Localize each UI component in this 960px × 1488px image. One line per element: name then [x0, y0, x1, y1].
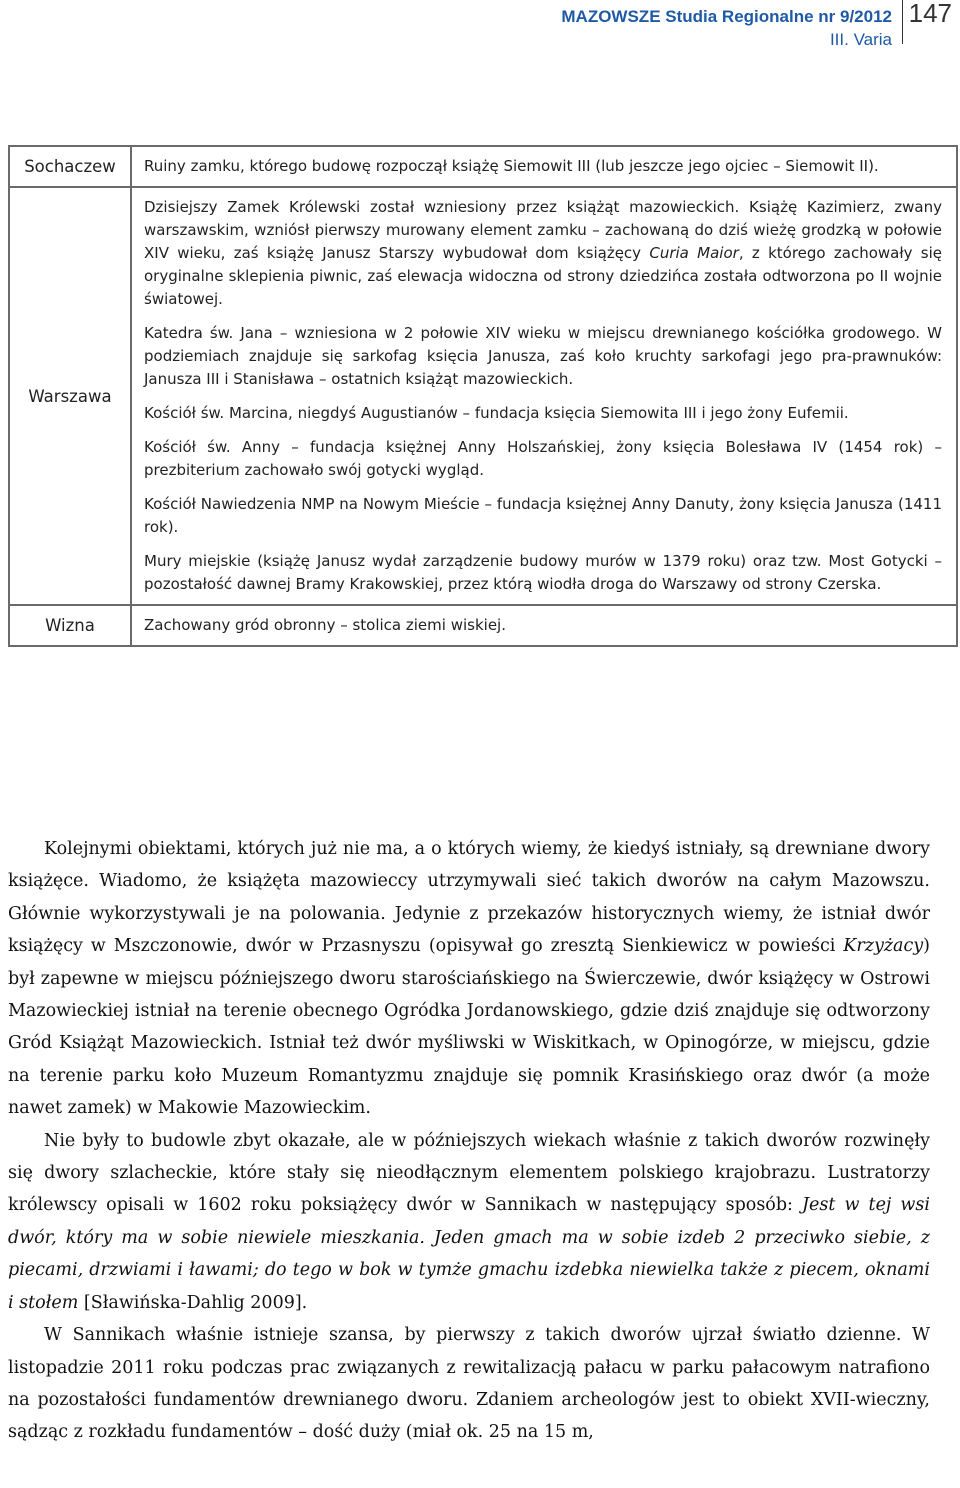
journal-header — [561, 5, 892, 51]
table-row — [9, 605, 957, 646]
entry: Mury miejskie (książę Janusz wydał zarządzenie budowy murów w 1379 roku) oraz tzw. Most Gotycki – pozostałość dawnej Bramy Krakowskiej, przez którą wiodła droga do Warszawy od strony Czerska. — [144, 552, 942, 593]
italic-title: Krzyżacy — [843, 936, 924, 957]
entry: Zachowany gród obronny – stolica ziemi wiskiej. — [144, 616, 506, 634]
journal-title: MAZOWSZE Studia Regionalne nr 9/2012 — [561, 7, 892, 26]
description-cell — [131, 146, 957, 187]
description-cell — [131, 187, 957, 605]
table-row — [9, 146, 957, 187]
entry: Ruiny zamku, którego budowę rozpoczął książę Siemowit III (lub jeszcze jego ojciec – Siemowit II). — [144, 157, 879, 175]
italic-quote: Jest w tej wsi dwór, który ma w sobie niewiele mieszkania. Jeden gmach ma w sobie izdeb 2 przeciwko siebie, z piecami, drzwiami i ławami; do tego w bok w tymże gmachu izdebka niewielka także z piecem, oknami i stołem — [8, 1195, 930, 1313]
entry: Katedra św. Jana – wzniesiona w 2 połowie XIV wieku w miejscu drewnianego kościółka grodowego. W podziemiach znajduje się sarkofag księcia Janusza, zaś koło kruchty sarkofagi jego pra-prawnuków: Janusza III i Stanisława – ostatnich książąt mazowieckich. — [144, 324, 942, 388]
header-divider — [902, 0, 903, 44]
page-number: 147 — [908, 0, 952, 28]
section-label: III. Varia — [829, 30, 892, 49]
entry-text-cont: , z którego zachowały się oryginalne sklepienia piwnic, zaś elewacja widoczna od strony dziedzińca została odtworzona po II wojnie światowej. — [144, 244, 943, 308]
paragraph — [8, 833, 930, 1125]
paragraph — [8, 1125, 930, 1319]
entry — [144, 196, 942, 311]
entry-text: Dzisiejszy Zamek Królewski został wzniesiony przez książąt mazowieckich. Książę Kazimierz, zwany warszawskim, wzniósł pierwszy murowany element zamku – zachowaną do dziś wieżę grodzką w połowie XIV wieku, zaś książę Janusz Starszy wybudował dom książęcy — [144, 198, 942, 262]
place-cell: Sochaczew — [9, 146, 131, 187]
paragraph-text: Nie były to budowle zbyt okazałe, ale w późniejszych wiekach właśnie z takich dworów rozwinęły się dwory szlacheckie, które stały się nieodłącznym elementem polskiego krajobrazu. Lustratorzy królewscy opisali w 1602 roku poksiążęcy dwór w Sannikach w następujący sposób: — [8, 1130, 930, 1216]
entry-italic: Curia Maior — [649, 244, 739, 262]
paragraph: W Sannikach właśnie istnieje szansa, by pierwszy z takich dworów ujrzał światło dzienne. W listopadzie 2011 roku podczas prac związanych z rewitalizacją pałacu w parku pałacowym natrafiono na pozostałości fundamentów drewnianego dworu. Zdaniem archeologów jest to obiekt XVII-wieczny, sądząc z rozkładu fundamentów – dość duży (miał ok. 25 na 15 m, — [8, 1325, 930, 1443]
entry: Kościół Nawiedzenia NMP na Nowym Mieście – fundacja księżnej Anny Danuty, żony księcia Janusza (1411 rok). — [144, 495, 942, 536]
paragraph-text: Kolejnymi obiektami, których już nie ma, a o których wiemy, że kiedyś istniały, są drewniane dwory książęce. Wiadomo, że książęta mazowieccy utrzymywali sieć takich dworów na całym Mazowszu. Głównie wykorzystywali je na polowania. Jedynie z przekazów historycznych wiemy, że istniał dwór książęcy w Mszczonowie, dwór w Przasnyszu (opisywał go zresztą Sienkiewicz w powieści — [8, 839, 930, 957]
places-table — [8, 145, 958, 647]
description-cell — [131, 605, 957, 646]
article-body — [8, 833, 930, 1449]
place-cell: Wizna — [9, 605, 131, 646]
paragraph-text-cont: ) był zapewne w miejscu późniejszego dworu starościańskiego na Świerczewie, dwór książęcy w Ostrowi Mazowieckiej istniał na terenie obecnego Ogródka Jordanowskiego, gdzie dziś znajduje się odtworzony Gród Książąt Mazowieckich. Istniał też dwór myśliwski w Wiskitkach, w Opinogórze, w miejscu, gdzie na terenie parku koło Muzeum Romantyzmu znajduje się pomnik Krasińskiego oraz dwór (a może nawet zamek) w Makowie Mazowieckim. — [8, 936, 930, 1119]
citation: [Sławińska-Dahlig 2009]. — [78, 1292, 308, 1313]
entry: Kościół św. Marcina, niegdyś Augustianów – fundacja księcia Siemowita III i jego żony Eufemii. — [144, 404, 849, 422]
table-row — [9, 187, 957, 605]
place-cell: Warszawa — [9, 187, 131, 605]
entry: Kościół św. Anny – fundacja księżnej Anny Holszańskiej, żony księcia Bolesława IV (1454 rok) – prezbiterium zachowało swój gotycki wygląd. — [144, 438, 942, 479]
page-header — [0, 0, 960, 60]
